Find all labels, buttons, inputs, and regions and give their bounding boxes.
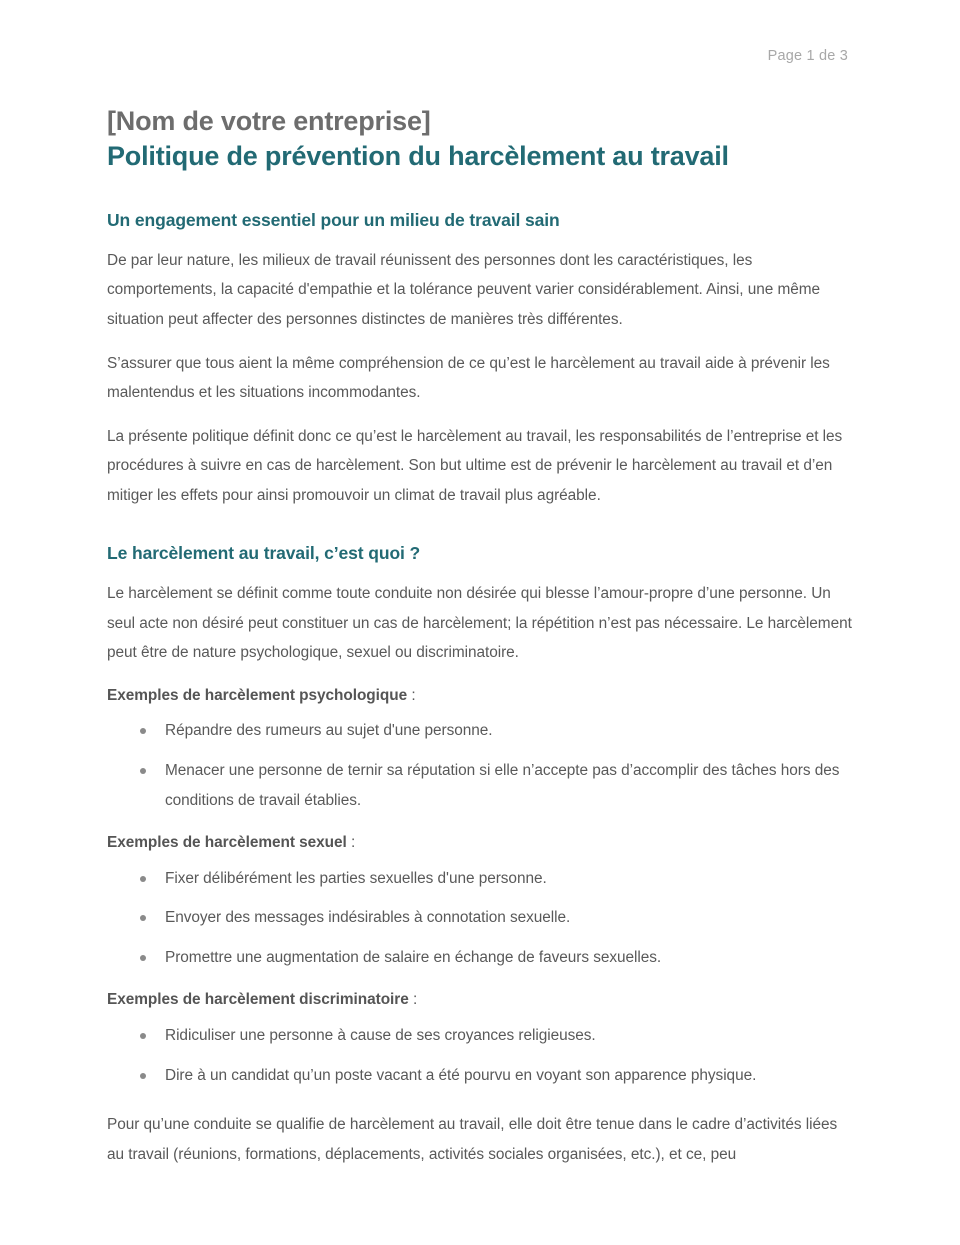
paragraph-definition-harcelement: Le harcèlement se définit comme toute conduite non désirée qui blesse l’amour-propre d’une personne. Un seul acte non désiré peut constituer un cas de harcèlement; la répétition n’est pas nécessaire. Le harcèlement peut être de nature psychologique, sexuel ou discriminatoire. <box>107 585 852 662</box>
document-content <box>107 104 855 1169</box>
list-item-text: Menacer une personne de ternir sa réputation si elle n’accepte pas d’accomplir des tâches hors des conditions de travail établies. <box>165 762 840 809</box>
examples-list-psychologique <box>107 716 855 815</box>
examples-label-discriminatoire <box>107 986 855 1015</box>
list-item <box>107 903 855 933</box>
list-item-text: Ridiculiser une personne à cause de ses croyances religieuses. <box>165 1026 596 1044</box>
page-indicator: Page 1 de 3 <box>767 48 848 64</box>
bullet-icon <box>140 1033 146 1039</box>
examples-label-suffix: : <box>407 686 416 704</box>
list-item-text: Promettre une augmentation de salaire en échange de faveurs sexuelles. <box>165 948 662 966</box>
list-item-text: Répandre des rumeurs au sujet d'une personne. <box>165 722 493 740</box>
paragraph-comprehension-commune: S’assurer que tous aient la même compréhension de ce qu’est le harcèlement au travail aide à prévenir les malentendus et les situations incommodantes. <box>107 354 830 402</box>
list-item <box>107 943 855 973</box>
list-item-text: Fixer délibérément les parties sexuelles d'une personne. <box>165 869 547 887</box>
examples-label-text: Exemples de harcèlement sexuel <box>107 834 347 852</box>
examples-label-sexuel <box>107 829 855 858</box>
examples-label-psychologique <box>107 682 855 711</box>
list-item <box>107 716 855 746</box>
company-name-placeholder: [Nom de votre entreprise] <box>107 106 431 136</box>
bullet-icon <box>140 876 146 882</box>
bullet-icon <box>140 955 146 961</box>
list-item <box>107 1061 855 1091</box>
bullet-icon <box>140 768 146 774</box>
bullet-icon <box>140 1073 146 1079</box>
examples-list-sexuel <box>107 864 855 973</box>
list-item-text: Envoyer des messages indésirables à connotation sexuelle. <box>165 909 571 927</box>
list-item <box>107 756 855 815</box>
paragraph-nature-milieux: De par leur nature, les milieux de travail réunissent des personnes dont les caractéristiques, les comportements, la capacité d'empathie et la tolérance peuvent varier considérablement. Ainsi, une même situation peut affecter des personnes distinctes de manières très différentes. <box>107 251 821 328</box>
paragraph-cadre-activites: Pour qu’une conduite se qualifie de harcèlement au travail, elle doit être tenue dans le cadre d’activités liées au travail (réunions, formations, déplacements, activités sociales organisées, etc.), et ce, peu <box>107 1116 838 1163</box>
section-heading-engagement: Un engagement essentiel pour un milieu de travail sain <box>107 210 560 231</box>
section-heading-definition: Le harcèlement au travail, c’est quoi ? <box>107 543 421 564</box>
page-header <box>0 48 960 64</box>
examples-label-suffix: : <box>408 991 418 1009</box>
document-title: Politique de prévention du harcèlement au travail <box>107 140 729 171</box>
paragraph-objet-politique: La présente politique définit donc ce qu’est le harcèlement au travail, les responsabilités de l’entreprise et les procédures à suivre en cas de harcèlement. Son but ultime est de prévenir le harcèlement au travail et d’en mitiger les effets pour ainsi promouvoir un climat de travail plus agréable. <box>107 427 843 504</box>
examples-label-text: Exemples de harcèlement psychologique <box>107 686 408 704</box>
bullet-icon <box>140 728 146 734</box>
bullet-icon <box>140 915 146 921</box>
examples-list-discriminatoire <box>107 1021 855 1090</box>
examples-label-suffix: : <box>346 834 356 852</box>
list-item <box>107 1021 855 1051</box>
examples-label-text: Exemples de harcèlement discriminatoire <box>107 991 409 1009</box>
list-spacer <box>107 1100 855 1110</box>
list-item-text: Dire à un candidat qu’un poste vacant a été pourvu en voyant son apparence physique. <box>165 1066 757 1084</box>
list-item <box>107 864 855 894</box>
